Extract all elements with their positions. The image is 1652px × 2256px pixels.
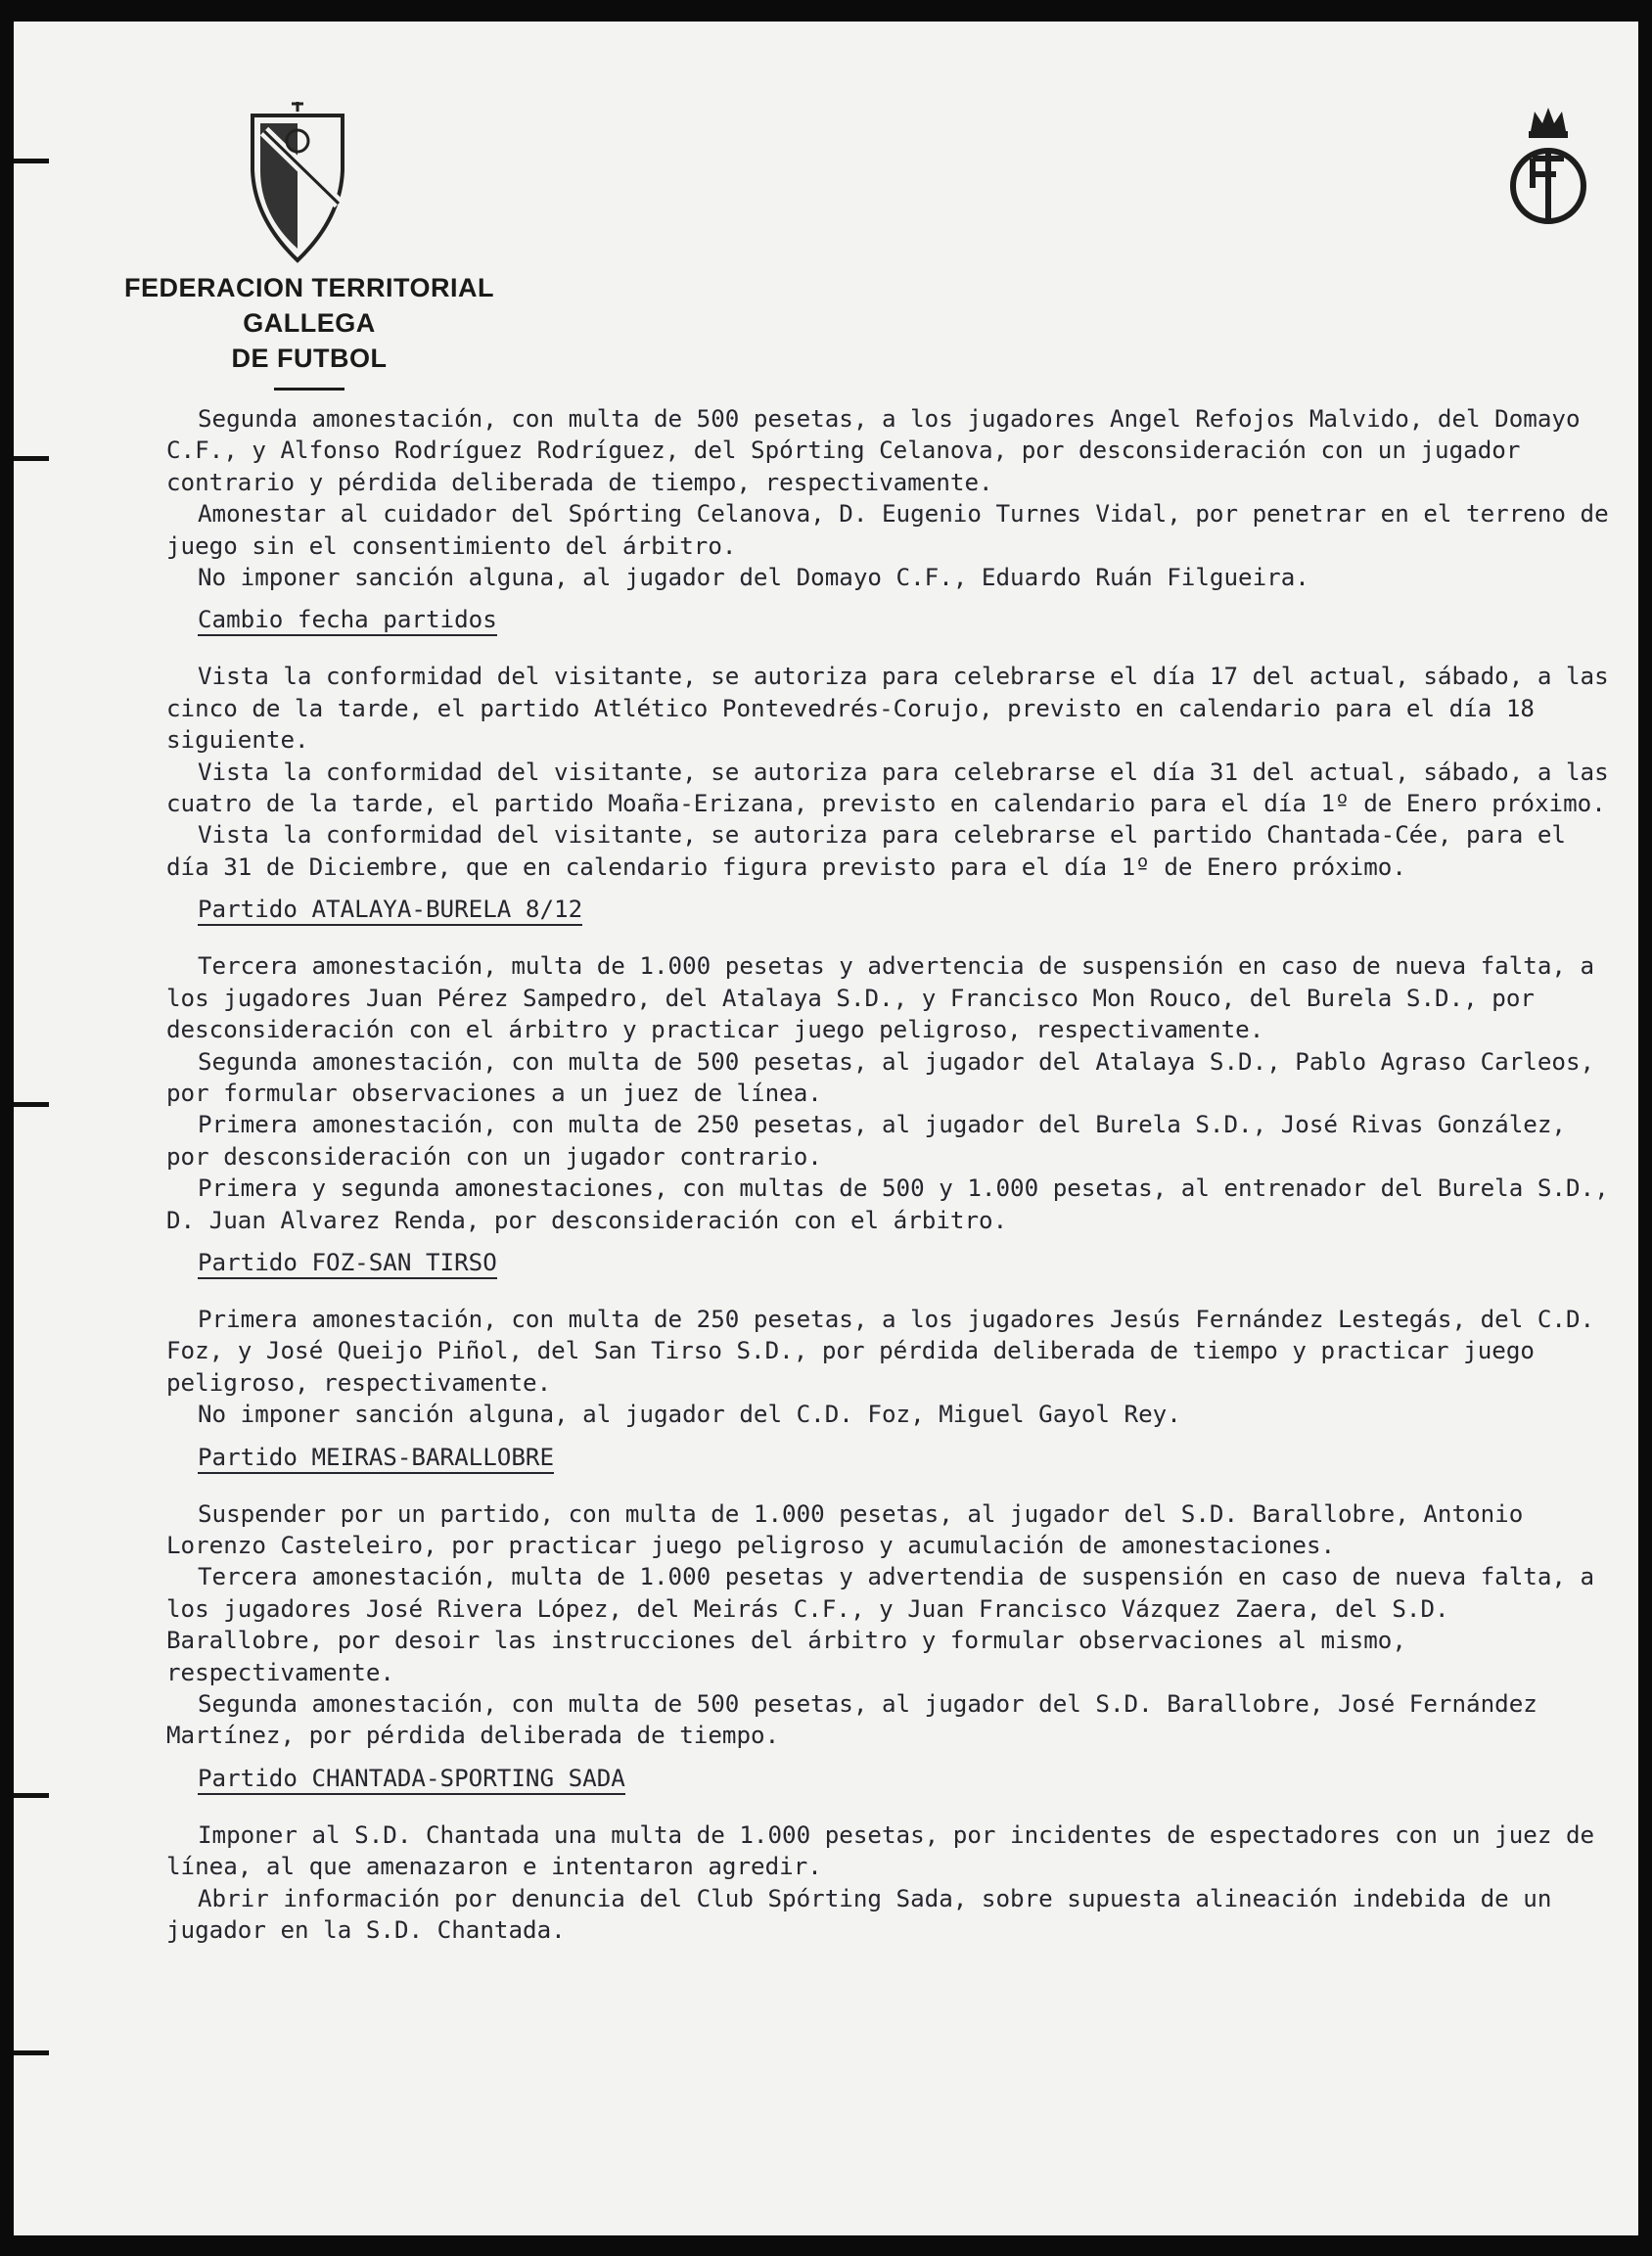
paragraph: Vista la conformidad del visitante, se autoriza para celebrarse el día 17 del actual, sábado, a las cinco de la tarde, el partido Atlético Pontevedrés-Corujo, previsto en calendario para el día 18 siguiente. [166,663,1609,755]
document-page [14,22,1638,2235]
title-underline [274,388,344,391]
federation-name: FEDERACION TERRITORIAL GALLEGA [123,273,494,338]
paragraph: Segunda amonestación, con multa de 500 pesetas, al jugador del S.D. Barallobre, José Fernández Martínez, por pérdida deliberada de tiempo. [166,1690,1537,1750]
paragraph: Primera y segunda amonestaciones, con multas de 500 y 1.000 pesetas, al entrenador del Burela S.D., D. Juan Alvarez Renda, por desconsideración con el árbitro. [166,1174,1609,1234]
federation-title [84,270,534,391]
galician-federation-shield-icon [247,102,348,266]
paragraph: Abrir información por denuncia del Club Spórting Sada, sobre supuesta alineación indebida de un jugador en la S.D. Chantada. [166,1884,1552,1945]
paragraph: Vista la conformidad del visitante, se autoriza para celebrarse el día 31 del actual, sábado, a las cuatro de la tarde, el partido Moaña-Erizana, previsto en calendario para el día 1º de Enero próximo. [166,758,1609,818]
paragraph: Primera amonestación, con multa de 250 pesetas, a los jugadores Jesús Fernández Lestegás, del C.D. Foz, y José Queijo Piñol, del San Tirso S.D., por pérdida deliberada de tiempo y practicar juego peligroso, respectivamente. [166,1305,1595,1397]
section-heading: Partido ATALAYA-BURELA 8/12 [198,895,582,926]
paragraph: Segunda amonestación, con multa de 500 pesetas, al jugador del Atalaya S.D., Pablo Agraso Carleos, por formular observaciones a un juez de línea. [166,1047,1595,1107]
crowned-rfef-crest-icon [1503,98,1593,245]
section-heading: Partido MEIRAS-BARALLOBRE [198,1443,554,1474]
section-heading: Partido CHANTADA-SPORTING SADA [198,1764,625,1795]
paragraph: Primera amonestación, con multa de 250 pesetas, al jugador del Burela S.D., José Rivas González, por desconsideración con un jugador contrario. [166,1111,1566,1171]
section-heading: Partido FOZ-SAN TIRSO [198,1248,497,1279]
paragraph: Vista la conformidad del visitante, se autoriza para celebrarse el partido Chantada-Cée, para el día 31 de Diciembre, que en calendario figura previsto para el día 1º de Enero próximo. [166,821,1566,881]
paragraph: Tercera amonestación, multa de 1.000 pesetas y advertendia de suspensión en caso de nueva falta, a los jugadores José Rivera López, del Meirás C.F., y Juan Francisco Vázquez Zaera, del S.D. Barallobre, por desoir las instrucciones del árbitro y formular observaciones al mismo, respectivamente. [166,1563,1595,1686]
paragraph: Segunda amonestación, con multa de 500 pesetas, a los jugadores Angel Refojos Malvido, del Domayo C.F., y Alfonso Rodríguez Rodríguez, del Spórting Celanova, por desconsideración con un jugador contrario y pérdida deliberada de tiempo, respectivamente. [166,405,1581,496]
binder-hole [14,456,49,461]
paragraph: Amonestar al cuidador del Spórting Celanova, D. Eugenio Turnes Vidal, por penetrar en el terreno de juego sin el consentimiento del árbitro. [166,500,1609,560]
binder-hole [14,1102,49,1107]
section-heading: Cambio fecha partidos [198,605,497,636]
resolution-text [166,403,1615,1946]
paragraph: Imponer al S.D. Chantada una multa de 1.000 pesetas, por incidentes de espectadores con un juez de línea, al que amenazaron e intentaron agredir. [166,1820,1595,1881]
federation-name-line2: DE FUTBOL [231,344,388,373]
paragraph: Suspender por un partido, con multa de 1.000 pesetas, al jugador del S.D. Barallobre, Antonio Lorenzo Casteleiro, por practicar juego peligroso y acumulación de amonestaciones. [166,1499,1524,1559]
paragraph: No imponer sanción alguna, al jugador del Domayo C.F., Eduardo Ruán Filgueira. [198,564,1309,592]
binder-hole [14,159,49,163]
paragraph: Tercera amonestación, multa de 1.000 pesetas y advertencia de suspensión en caso de nueva falta, a los jugadores Juan Pérez Sampedro, del Atalaya S.D., y Francisco Mon Rouco, del Burela S.D., por desconsideración con el árbitro y practicar juego peligroso, respectivamente. [166,952,1595,1044]
paragraph: No imponer sanción alguna, al jugador del C.D. Foz, Miguel Gayol Rey. [198,1401,1181,1429]
binder-hole [14,2050,49,2055]
binder-hole [14,1793,49,1798]
